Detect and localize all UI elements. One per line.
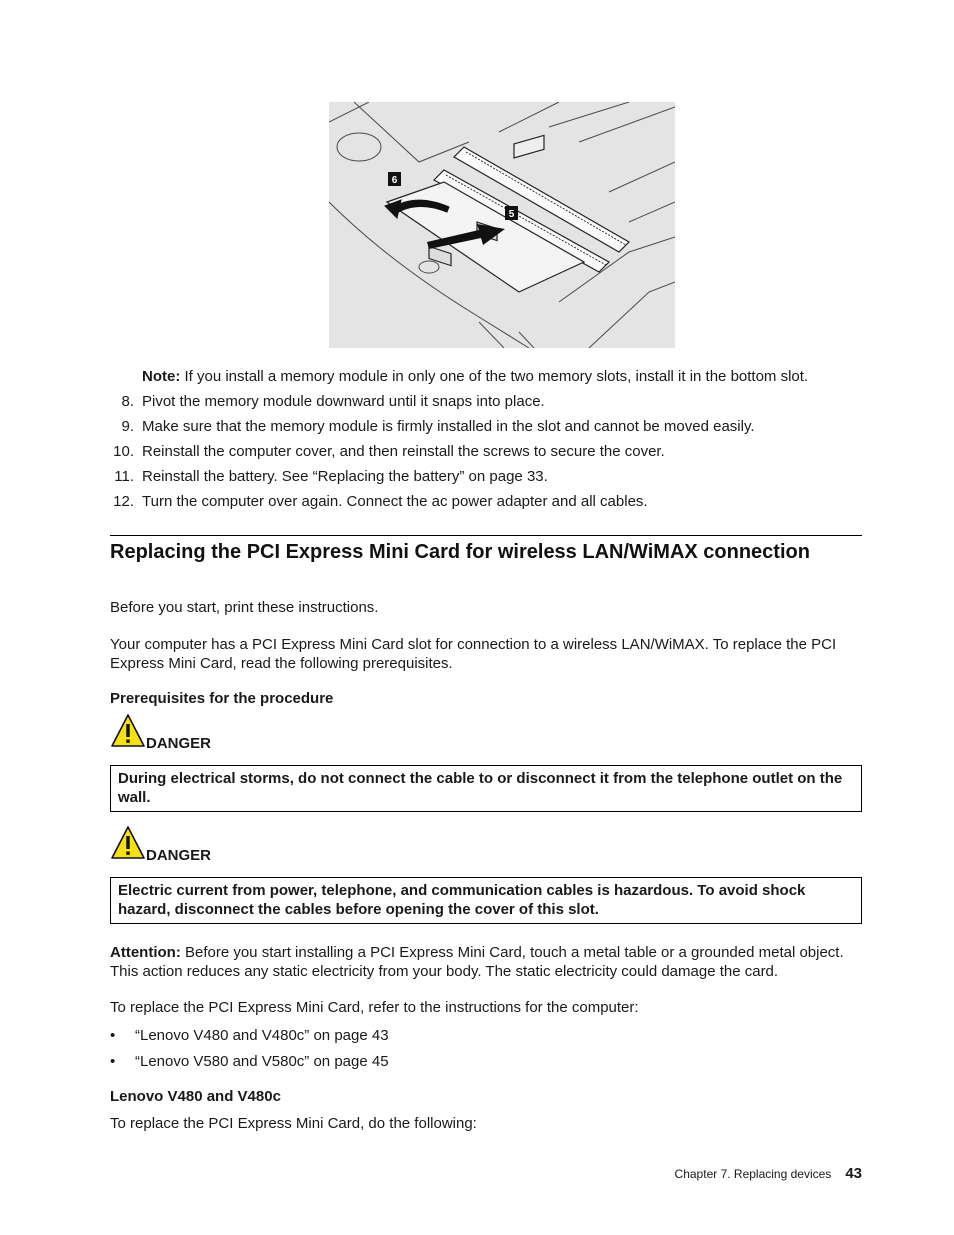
attention-label: Attention: <box>110 944 181 961</box>
warning-icon <box>110 825 146 861</box>
note-text: If you install a memory module in only one of the two memory slots, install it in the bottom slot. <box>180 368 809 385</box>
section-intro: Before you start, print these instructions. <box>110 599 379 616</box>
danger-box-2: Electric current from power, telephone, and communication cables is hazardous. To avoid shock hazard, disconnect the cables before opening the cover of this slot. <box>110 877 862 924</box>
memory-module-drawing <box>329 102 675 348</box>
callout-5-label: 5 <box>508 209 515 220</box>
section-paragraph: Your computer has a PCI Express Mini Card slot for connection to a wireless LAN/WiMAX. To replace the PCI Express Mini Card, read the following prerequisites. <box>110 636 837 672</box>
memory-module-illustration <box>329 102 675 348</box>
danger-label: DANGER <box>146 735 212 752</box>
prerequisites-heading: Prerequisites for the procedure <box>110 690 334 707</box>
refer-paragraph: To replace the PCI Express Mini Card, refer to the instructions for the computer: <box>110 999 639 1016</box>
subsection-title: Lenovo V480 and V480c <box>110 1088 281 1105</box>
callout-6-label: 6 <box>391 175 398 186</box>
link-v580[interactable]: “Lenovo V580 and V580c” on page 45 <box>135 1053 389 1070</box>
note-paragraph <box>142 367 862 386</box>
section-title: Replacing the PCI Express Mini Card for wireless LAN/WiMAX connection <box>110 541 810 563</box>
subsection-intro: To replace the PCI Express Mini Card, do the following: <box>110 1115 477 1132</box>
step-number: 11. <box>114 468 134 485</box>
step-number: 8. <box>121 393 134 410</box>
warning-icon <box>110 713 146 749</box>
callout-5 <box>505 206 518 220</box>
danger-box-1: During electrical storms, do not connect the cable to or disconnect it from the telephone outlet on the wall. <box>110 765 862 812</box>
step-text: Pivot the memory module downward until it snaps into place. <box>142 393 545 410</box>
step-text: Make sure that the memory module is firmly installed in the slot and cannot be moved easily. <box>142 418 755 435</box>
page-footer <box>675 1165 862 1183</box>
section-divider <box>110 535 862 536</box>
link-v480[interactable]: “Lenovo V480 and V480c” on page 43 <box>135 1027 389 1044</box>
page-number: 43 <box>845 1165 862 1183</box>
step-text: Reinstall the battery. See “Replacing the battery” on page 33. <box>142 468 548 485</box>
danger-heading-2 <box>110 825 510 865</box>
step-number: 12. <box>113 493 134 510</box>
step-text: Turn the computer over again. Connect the ac power adapter and all cables. <box>142 493 648 510</box>
danger-label: DANGER <box>146 847 212 864</box>
note-label: Note: <box>142 368 181 385</box>
danger-heading-1 <box>110 713 510 753</box>
bullet: • <box>110 1053 116 1070</box>
footer-chapter: Chapter 7. Replacing devices <box>674 1166 832 1181</box>
step-number: 10. <box>113 443 134 460</box>
callout-6 <box>388 172 401 186</box>
attention-paragraph <box>110 943 862 981</box>
attention-text: Before you start installing a PCI Express Mini Card, touch a metal table or a grounded metal object. This action reduces any static electricity from your body. The static electricity could damage the card. <box>110 944 844 980</box>
bullet: • <box>110 1027 116 1044</box>
step-text: Reinstall the computer cover, and then reinstall the screws to secure the cover. <box>142 443 665 460</box>
step-number: 9. <box>121 418 134 435</box>
